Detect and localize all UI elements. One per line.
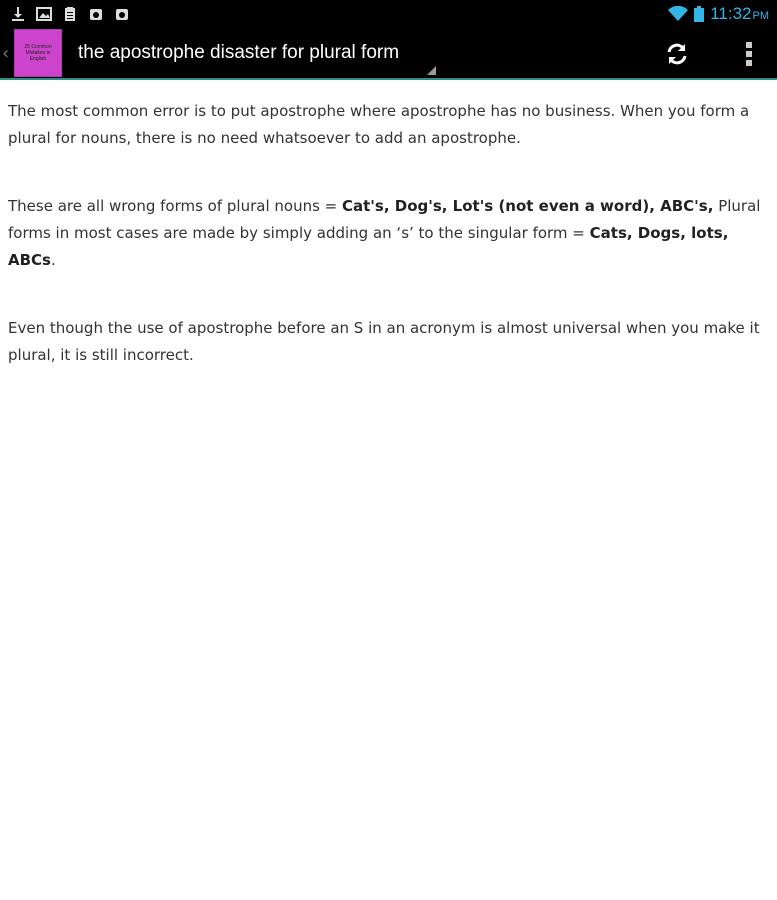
acronym-note-paragraph: Even though the use of apostrophe before an S in an acronym is almost universal when you make it plural, it is still incorrect. [8,319,760,364]
wifi-icon [668,6,688,22]
clock-ampm: PM [752,10,769,22]
up-navigation-caret-icon[interactable]: ‹ [2,42,10,64]
notification-icons [10,6,130,22]
battery-icon [694,6,704,22]
clock [710,4,769,24]
intro-paragraph: The most common error is to put apostrophe where apostrophe has no business. When you form a plural for nouns, there is no need whatsoever to add an apostrophe. [8,102,750,147]
download-icon [10,6,26,22]
article-content [0,80,777,369]
status-bar [0,0,777,28]
refresh-icon [664,41,690,67]
title-spinner-indicator-icon[interactable] [427,66,436,75]
plural-examples-paragraph [8,193,769,274]
overflow-menu-icon [745,41,753,67]
overflow-menu-button[interactable] [735,40,763,68]
wrong-forms-lead: These are all wrong forms of plural nouns = [8,197,342,215]
app-icon[interactable] [14,29,62,77]
clock-time: 11:32 [710,4,752,23]
correct-forms-lead: Plural forms in most cases are made by simply adding an ‘s’ to the singular form = [8,197,761,242]
refresh-button[interactable] [663,40,691,68]
camera-icon [114,6,130,22]
action-bar [0,28,777,80]
wrong-forms-examples: Cat's, Dog's, Lot's (not even a word), ABC's, [342,197,714,215]
app-icon-text: 25 Common Mistakes in English [24,44,52,62]
camera-icon [88,6,104,22]
page-title[interactable]: the apostrophe disaster for plural form [78,42,400,63]
clipboard-icon [62,6,78,22]
system-status [668,4,769,24]
action-buttons [663,28,763,80]
correct-forms-examples: Cats, Dogs, lots, ABCs [8,224,729,269]
image-icon [36,6,52,22]
correct-forms-end: . [50,251,56,269]
